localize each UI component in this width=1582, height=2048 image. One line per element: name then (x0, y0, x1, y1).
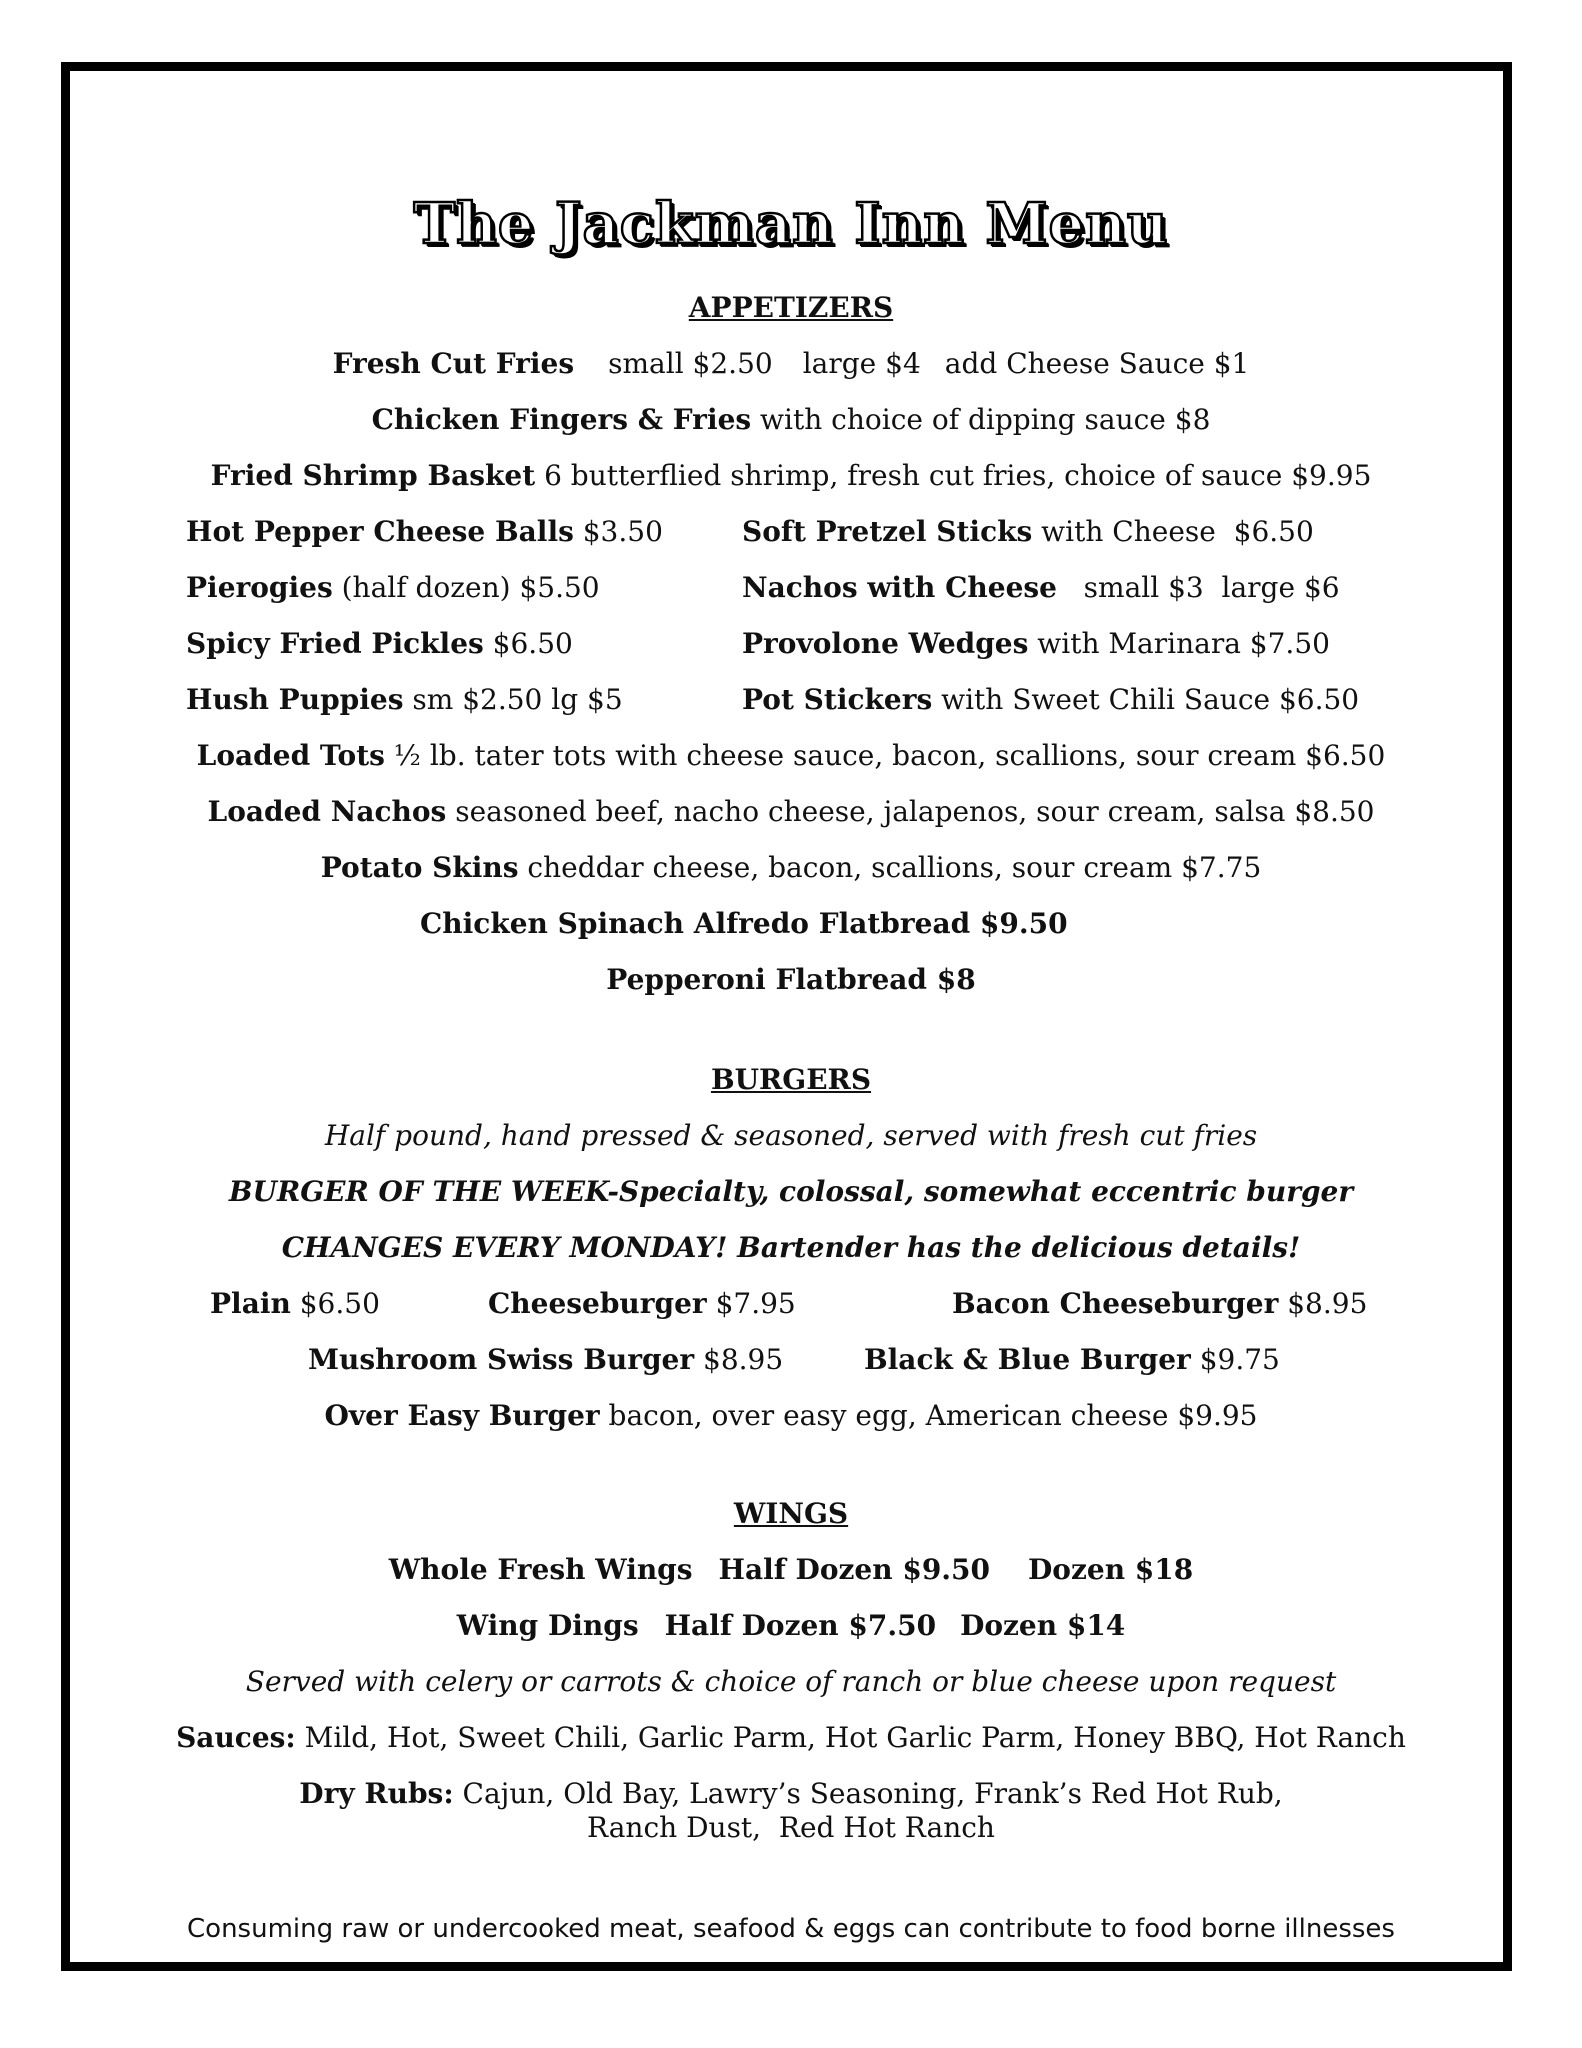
wings-sauces (0, 1721, 1582, 1754)
item-desc: 6 butterflied shrimp, fresh cut fries, choice of sauce $9.95 (535, 459, 1372, 492)
menu-title: The Jackman Inn Menu (413, 191, 1169, 257)
wings-heading: WINGS (733, 1497, 849, 1530)
item-name: Over Easy Burger (324, 1399, 600, 1432)
wings-served-with: Served with celery or carrots & choice of ranch or blue cheese upon request (245, 1665, 1337, 1698)
item-desc: sm $2.50 lg $5 (403, 683, 623, 716)
item-name: Hush Puppies (186, 683, 404, 716)
item-desc: cheddar cheese, bacon, scallions, sour cream $7.75 (518, 851, 1262, 884)
item-soft-pretzel-sticks (742, 515, 1314, 548)
burger-changes-note: CHANGES EVERY MONDAY! Bartender has the delicious details! (281, 1231, 1301, 1264)
item-mushroom-swiss-burger (308, 1343, 784, 1376)
item-name: Hot Pepper Cheese Balls (186, 515, 574, 548)
item-name: Plain (210, 1287, 291, 1320)
item-nachos-with-cheese (742, 571, 1340, 604)
item-name: Fried Shrimp Basket (210, 459, 536, 492)
item-desc: $6.50 (483, 627, 573, 660)
item-name: Spicy Fried Pickles (186, 627, 484, 660)
item-price-half: Half Dozen $9.50 (718, 1553, 991, 1586)
item-black-blue-burger (864, 1343, 1280, 1376)
item-price: $8.95 (1278, 1287, 1368, 1320)
dry-rubs-label: Dry Rubs: (299, 1777, 454, 1810)
item-fresh-cut-fries (0, 347, 1582, 380)
wings-dry-rubs (0, 1777, 1582, 1810)
item-name: Black & Blue Burger (864, 1343, 1191, 1376)
item-spicy-fried-pickles (186, 627, 573, 660)
item-name: Whole Fresh Wings (388, 1553, 693, 1586)
item-provolone-wedges (742, 627, 1330, 660)
appetizers-heading: APPETIZERS (688, 291, 894, 324)
item-fried-shrimp (0, 459, 1582, 492)
item-bacon-cheeseburger (952, 1287, 1368, 1320)
burgers-heading: BURGERS (710, 1063, 872, 1096)
item-name: Wing Dings (456, 1609, 639, 1642)
item-name: Pierogies (186, 571, 333, 604)
item-price-large: large $4 (802, 347, 921, 380)
burger-of-the-week: BURGER OF THE WEEK-Specialty, colossal, somewhat eccentric burger (228, 1175, 1354, 1208)
item-price-dozen: Dozen $18 (1028, 1553, 1194, 1586)
item-plain-burger (210, 1287, 380, 1320)
item-price: $6.50 (290, 1287, 380, 1320)
item-pierogies (186, 571, 600, 604)
sauces-label: Sauces: (176, 1721, 296, 1754)
item-name: Nachos with Cheese (742, 571, 1057, 604)
dry-rubs-list: Cajun, Old Bay, Lawry’s Seasoning, Frank’s Red Hot Rub, (453, 1777, 1283, 1810)
item-desc: ½ lb. tater tots with cheese sauce, bacon, scallions, sour cream $6.50 (384, 739, 1386, 772)
item-wing-dings (0, 1609, 1582, 1642)
item-desc: small $3 large $6 (1056, 571, 1340, 604)
item-potato-skins (0, 851, 1582, 884)
item-name: Fresh Cut Fries (332, 347, 575, 380)
item-hot-pepper-cheese-balls (186, 515, 663, 548)
item-whole-fresh-wings (0, 1553, 1582, 1586)
item-name: Bacon Cheeseburger (952, 1287, 1279, 1320)
item-over-easy-burger (0, 1399, 1582, 1432)
item-price: $9.75 (1190, 1343, 1280, 1376)
item-desc: with Marinara $7.50 (1028, 627, 1330, 660)
item-name: Pot Stickers (742, 683, 933, 716)
item-name: Cheeseburger (488, 1287, 707, 1320)
wings-dry-rubs-continued: Ranch Dust, Red Hot Ranch (587, 1811, 995, 1844)
item-chicken-spinach-flatbread: Chicken Spinach Alfredo Flatbread $9.50 (420, 907, 1068, 940)
sauces-list: Mild, Hot, Sweet Chili, Garlic Parm, Hot Garlic Parm, Honey BBQ, Hot Ranch (295, 1721, 1406, 1754)
item-price-half: Half Dozen $7.50 (664, 1609, 937, 1642)
food-safety-disclaimer: Consuming raw or undercooked meat, seafood & eggs can contribute to food borne illnesses (187, 1914, 1395, 1944)
item-loaded-nachos (0, 795, 1582, 828)
item-desc: with choice of dipping sauce $8 (751, 403, 1211, 436)
item-name: Potato Skins (320, 851, 519, 884)
item-name: Mushroom Swiss Burger (308, 1343, 695, 1376)
item-desc: seasoned beef, nacho cheese, jalapenos, sour cream, salsa $8.50 (446, 795, 1375, 828)
item-name: Loaded Nachos (207, 795, 447, 828)
item-pot-stickers (742, 683, 1360, 716)
item-desc: with Sweet Chili Sauce $6.50 (932, 683, 1360, 716)
item-name: Chicken Fingers & Fries (371, 403, 752, 436)
item-hush-puppies (186, 683, 623, 716)
item-price: $8.95 (694, 1343, 784, 1376)
item-price-small: small $2.50 (608, 347, 773, 380)
item-desc: $3.50 (573, 515, 663, 548)
item-name: Loaded Tots (196, 739, 385, 772)
item-desc: (half dozen) $5.50 (332, 571, 600, 604)
item-chicken-fingers (0, 403, 1582, 436)
item-price-dozen: Dozen $14 (960, 1609, 1126, 1642)
item-addon: add Cheese Sauce $1 (944, 347, 1250, 380)
item-name: Provolone Wedges (742, 627, 1029, 660)
item-pepperoni-flatbread: Pepperoni Flatbread $8 (606, 963, 976, 996)
item-name: Soft Pretzel Sticks (742, 515, 1033, 548)
item-desc: with Cheese $6.50 (1032, 515, 1314, 548)
item-price: $7.95 (706, 1287, 796, 1320)
item-loaded-tots (0, 739, 1582, 772)
item-desc: bacon, over easy egg, American cheese $9.95 (599, 1399, 1258, 1432)
item-cheeseburger (488, 1287, 796, 1320)
burgers-subtitle: Half pound, hand pressed & seasoned, served with fresh cut fries (324, 1119, 1258, 1152)
